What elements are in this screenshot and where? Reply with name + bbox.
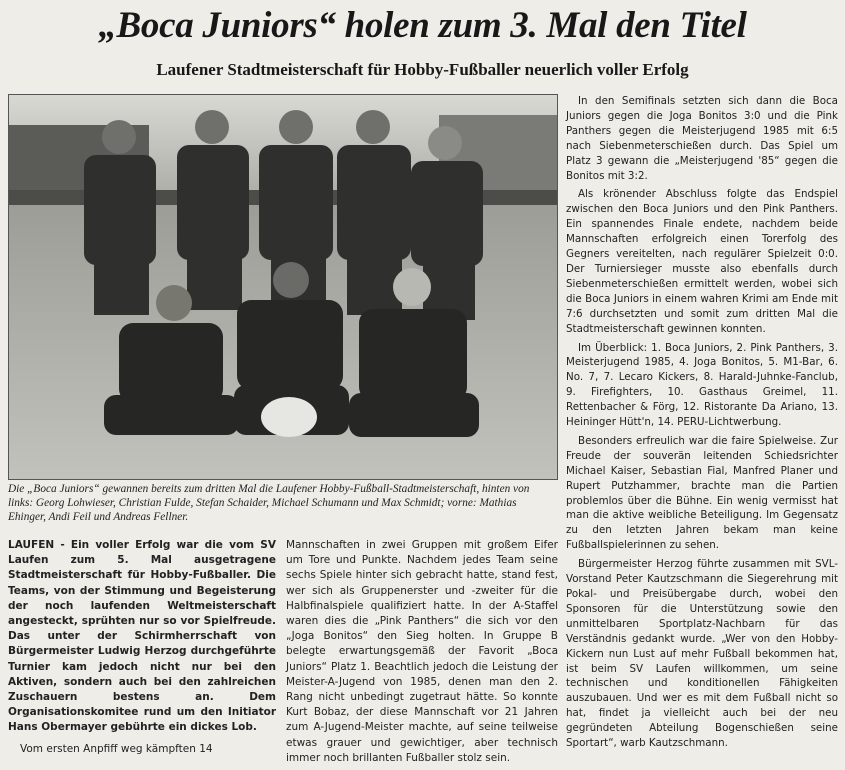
article-column-3 xyxy=(566,94,838,755)
article-paragraph-continued: Mannschaften in zwei Gruppen mit großem Eifer um Tore und Punkte. Nachdem jedes Team seine sechs Spiele hinter sich gebracht hatte, stand fest, wer sich als Gruppenerster und -zweiter für die Halbfinalspiele qualifiziert hatte. In der A-Staffel waren dies die „Pink Panthers“ die sich vor den „Joga Bonitos“ den Sieg holten. In Gruppe B belegte erwartungsgemäß der Favorit „Boca Juniors“ Platz 1. Beachtlich jedoch die Leistung der Meister-A-Jugend von 1985, denen man den 2. Rang nicht unbedingt zugetraut hätte. So konnte Kurt Bobaz, der diese Mannschaft vor 21 Jahren zum A-Jugend-Meister machte, auf seine teilweise etwas grauer und gewichtiger, aber technisch immer noch brillanten Fußballer stolz sein. xyxy=(286,539,558,764)
article-paragraph: Besonders erfreulich war die faire Spielweise. Zur Freude der souverän leitenden Schiedsrichter Michael Kaiser, Sebastian Fial, Manfred Planer und Rupert Putzhammer, brachte man die Partien problemlos über die Bühne. Ein wenig vermisst hat man die aktive weibliche Beteiligung. Im Gegensatz zu den letzten Jahren bekam man keine Fußballspielerinnen zu sehen. xyxy=(566,434,838,552)
headline: „Boca Juniors“ holen zum 3. Mal den Titel xyxy=(98,5,747,46)
photo-caption: Die „Boca Juniors“ gewannen bereits zum dritten Mal die Laufener Hobby-Fußball-Stadtmeisterschaft, hinten von links: Georg Lohwieser, Christian Fulde, Stefan Schaider, Michael Schumann und Max Schmidt; vorne: Mathias Ehinger, Andi Feil und Andreas Fellner. xyxy=(8,483,530,523)
article-column-2 xyxy=(286,538,558,770)
subheadline: Laufener Stadtmeisterschaft für Hobby-Fußballer neuerlich voller Erfolg xyxy=(156,60,689,79)
team-photo-image xyxy=(9,95,557,479)
team-photo xyxy=(8,94,558,480)
article-paragraph: Bürgermeister Herzog führte zusammen mit SVL-Vorstand Peter Kautzschmann die Siegerehrung mit Pokal- und Preisübergabe durch, wobei den Sponsoren für die Unterstützung sowie den unmittelbaren Sportplatz-Nachbarn für das Verständnis gedankt wurde. „Wer von den Hobby-Kickern nun Lust auf mehr Fußball bekommen hat, ist beim SV Laufen willkommen, um seine technischen und konditionellen Fähigkeiten auszubauen. Und wer es mit dem Fußball nicht so hat, findet ja vielleicht auch bei der neu gegründeten Abteilung Bogenschießen seine Sportart“, warb Kautzschmann. xyxy=(566,558,838,750)
article-paragraph: Als krönender Abschluss folgte das Endspiel zwischen den Boca Juniors und den Pink Panthers. Ein spannendes Finale endete, nachdem beide Mannschaften erfolgreich einen Torerfolg des Gegners vereitelten, nach regulärer Spielzeit 0:0. Der Turniersieger musste also ebenfalls durch Siebenmeterschießen ermittelt werden, wobei sich die Boca Juniors in einem wahren Krimi am Ende mit 7:6 durchsetzten und somit zum dritten Mal die Stadtmeisterschaft gewinnen konnten. xyxy=(566,188,838,335)
article-paragraph: Im Überblick: 1. Boca Juniors, 2. Pink Panthers, 3. Meisterjugend 1985, 4. Joga Bonitos, 5. M1-Bar, 6. No. 7, 7. Lecaro Kickers, 8. Harald-Juhnke-Fanclub, 9. Firefighters, 10. Gasthaus Greimel, 11. Rettenbacher & Förg, 12. Ristorante Da Ariano, 13. Heininger Hütt'n, 14. PERU-Lichtwerbung. xyxy=(566,341,838,429)
article-column-1 xyxy=(8,538,276,761)
article-paragraph: In den Semifinals setzten sich dann die Boca Juniors gegen die Joga Bonitos 3:0 und die Pink Panthers gegen die Meisterjugend 1985 mit 6:5 nach Siebenmeterschießen durch. Das Spiel um Platz 3 gewann die „Meisterjugend '85“ gegen die Bonitos mit 3:2. xyxy=(566,95,838,182)
article-lead: LAUFEN - Ein voller Erfolg war die vom SV Laufen zum 5. Mal ausgetragene Stadtmeisterschaft für Hobby-Fußballer. Die Teams, von der Stimmung und Begeisterung der noch laufenden Weltmeisterschaft angesteckt, sprühten nur so vor Spielfreude. Das unter der Schirmherrschaft von Bürgermeister Ludwig Herzog durchgeführte Turnier kam jedoch nicht nur bei den Aktiven, sondern auch bei den zahlreichen Zuschauern bestens an. Dem Organisationskomitee rund um den Initiator Hans Obermayer gebührte ein dickes Lob. xyxy=(8,539,276,734)
article-paragraph: Vom ersten Anpfiff weg kämpften 14 xyxy=(20,742,213,755)
